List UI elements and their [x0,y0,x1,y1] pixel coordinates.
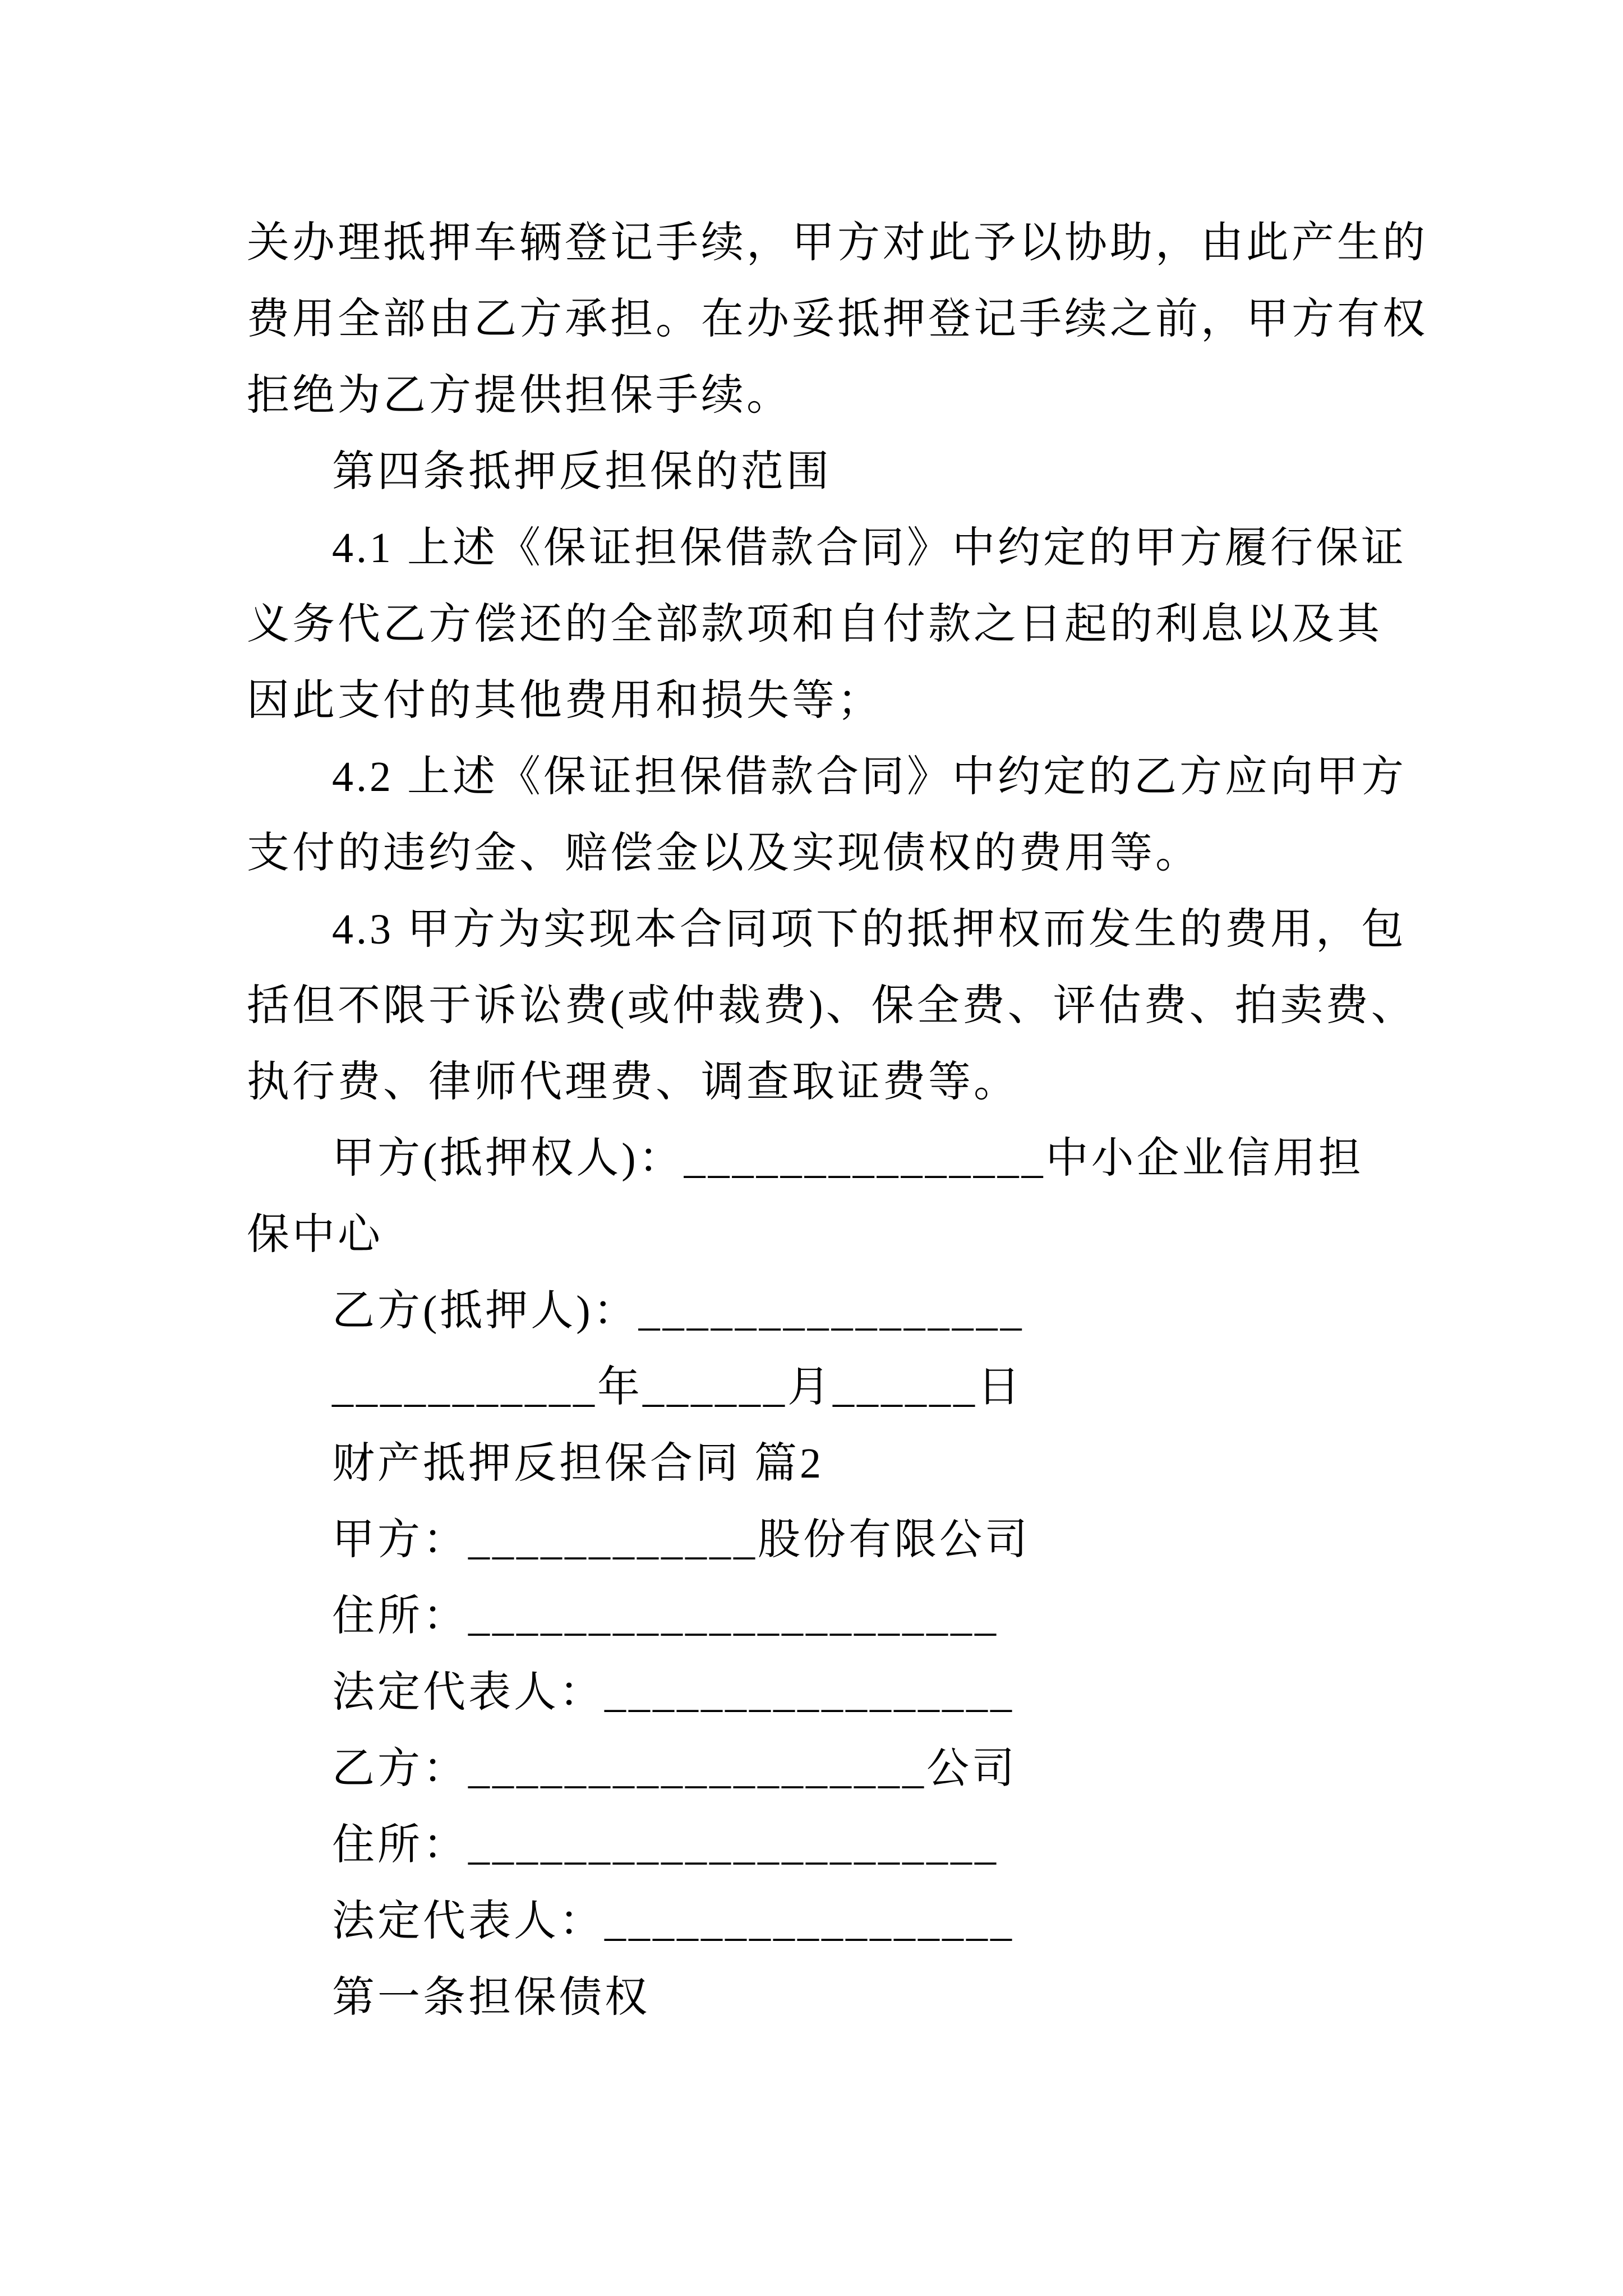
text-line: 执行费、律师代理费、调查取证费等。 [247,1059,1019,1106]
clause-item-4-2: 4.2 上述《保证担保借款合同》中约定的乙方应向甲方 [332,753,1407,800]
date-line: ___________年______月______日 [332,1364,1023,1411]
party-a-field: 甲方：____________股份有限公司 [332,1516,1030,1563]
text-line: 保中心 [247,1211,383,1258]
clause-item-4-1: 4.1 上述《保证担保借款合同》中约定的甲方履行保证 [332,524,1407,572]
text-line: 因此支付的其他费用和损失等； [247,677,883,724]
section-title: 财产抵押反担保合同 篇2 [332,1440,824,1487]
clause-item-4-3: 4.3 甲方为实现本合同项下的抵押权而发生的费用，包 [332,906,1407,953]
address-field: 住所：______________________ [332,1593,999,1640]
legal-representative-field: 法定代表人：_________________ [332,1669,1015,1716]
text-line: 关办理抵押车辆登记手续，甲方对此予以协助，由此产生的 [247,219,1428,266]
clause-heading: 第一条担保债权 [332,1974,650,2021]
contract-text-block [247,205,1428,2036]
party-b-field: 乙方：___________________公司 [332,1745,1017,1792]
text-line: 拒绝为乙方提供担保手续。 [247,372,792,419]
party-b-signature-line: 乙方(抵押人)：________________ [332,1287,1025,1335]
legal-representative-field: 法定代表人：_________________ [332,1898,1015,1945]
text-line: 括但不限于诉讼费(或仲裁费)、保全费、评估费、拍卖费、 [247,982,1417,1029]
text-line: 义务代乙方偿还的全部款项和自付款之日起的利息以及其 [247,601,1382,648]
clause-heading: 第四条抵押反担保的范围 [332,448,832,495]
text-line: 支付的违约金、赔偿金以及实现债权的费用等。 [247,830,1201,877]
text-line: 费用全部由乙方承担。在办妥抵押登记手续之前，甲方有权 [247,296,1428,343]
address-field: 住所：______________________ [332,1821,999,1869]
party-a-signature-line: 甲方(抵押权人)：_______________中小企业信用担 [332,1135,1364,1182]
